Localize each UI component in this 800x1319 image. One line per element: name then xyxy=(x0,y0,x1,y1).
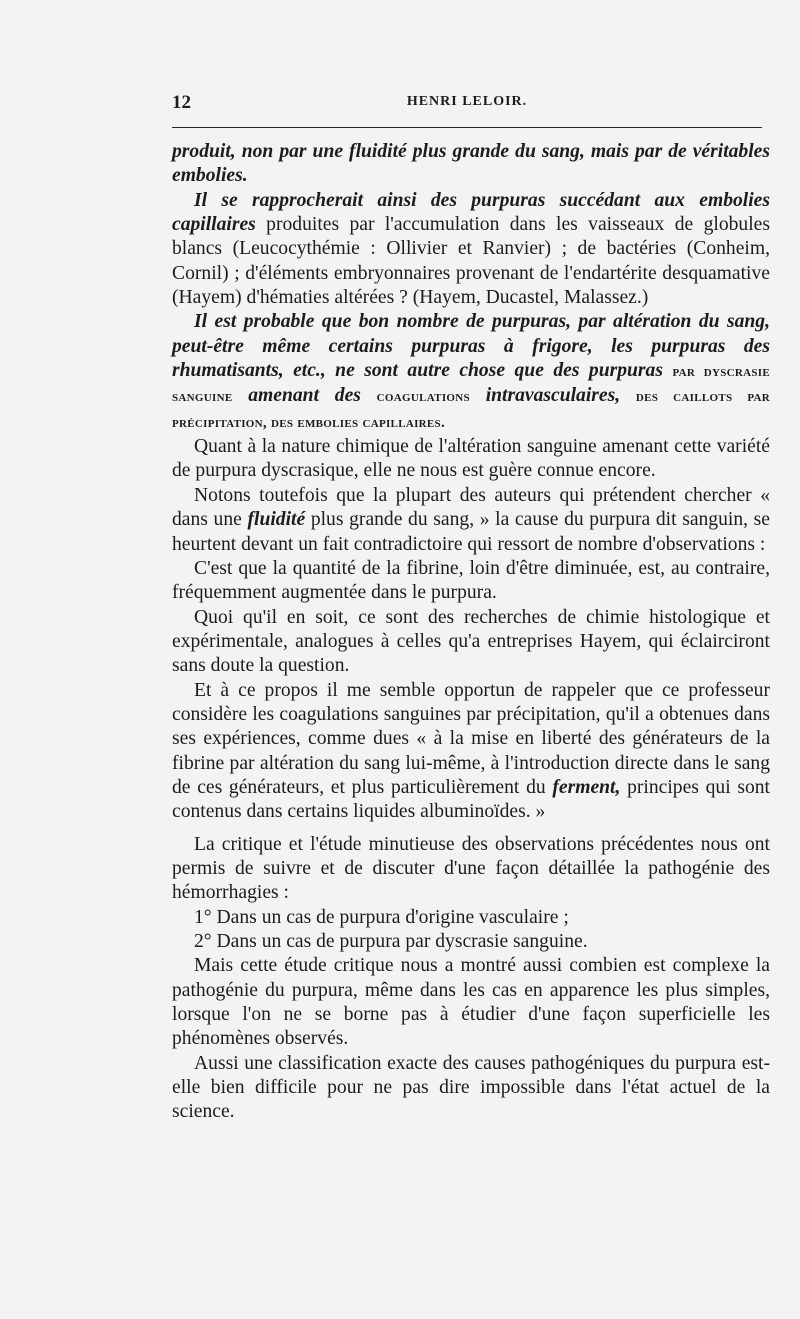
page-header xyxy=(172,92,762,114)
paragraph: Mais cette étude critique nous a montré aussi combien est complexe la pathogénie du purpura, même dans les cas en apparence les plus simples, lorsque l'on ne se borne pas à étudier d'une façon superficielle les phénomènes observés. xyxy=(172,955,770,1050)
paragraph: C'est que la quantité de la fibrine, loin d'être diminuée, est, au contraire, fréquemment augmentée dans le purpura. xyxy=(172,557,770,604)
header-rule xyxy=(172,127,762,128)
italic-text: fluidité xyxy=(247,509,306,531)
page-number: 12 xyxy=(172,92,191,113)
paragraph-text: plus grande du sang, » la cause du purpura dit sanguin, se heurtent devant un fait contradictoire qui ressort de nombre d'observations : xyxy=(172,509,770,555)
italic-text: produit, non par une fluidité plus grande du sang, mais par de véritables embolies. xyxy=(172,141,770,187)
body-text xyxy=(172,140,770,1125)
small-caps-text: coagulations xyxy=(376,389,470,406)
paragraph-text: Et à ce propos il me semble opportun de rappeler que ce professeur considère les coagulations sanguines par précipitation, qu'il a obtenues dans ses expériences, comme dues « à la mise en liberté des générateurs de la fibrine par altération du sang lui-même, à l'introduction directe dans le sang de ces générateurs, et plus particulièrement du xyxy=(172,679,770,798)
italic-text: amenant des xyxy=(232,385,377,407)
paragraph xyxy=(172,679,770,825)
italic-text: intravasculaires, xyxy=(469,385,636,407)
running-head: HENRI LELOIR. xyxy=(406,94,528,109)
paragraph: La critique et l'étude minutieuse des observations précédentes nous ont permis de suivre et de discuter d'une façon détaillée la pathogénie des hémorrhagies : xyxy=(172,833,770,904)
paragraph: Quoi qu'il en soit, ce sont des recherches de chimie histologique et expérimentale, analogues à celles qu'a entreprises Hayem, qui éclairciront sans doute la question. xyxy=(172,606,770,677)
list-item: 2° Dans un cas de purpura par dyscrasie sanguine. xyxy=(194,931,588,952)
paragraph-text: produites par l'accumulation dans les vaisseaux de globules blancs (Leucocythémie : Ollivier et Ranvier) ; de bactéries (Conheim, Cornil) ; d'éléments embryonnaires provenant de l'endartérite desquamative (Hayem) d'hématies altérées ? (Hayem, Ducastel, Malassez.) xyxy=(172,214,770,309)
paragraph: Quant à la nature chimique de l'altération sanguine amenant cette variété de purpura dyscrasique, elle ne nous est guère connue encore. xyxy=(172,436,770,482)
paragraph-text: Notons toutefois que la plupart des auteurs qui prétendent chercher « dans une xyxy=(172,484,770,531)
paragraph xyxy=(172,310,770,435)
paragraph xyxy=(172,140,770,189)
italic-text: Il est probable que bon nombre de purpuras, par altération du sang, peut-être même certains purpuras à frigore, les purpuras des rhumatisants, etc., ne sont autre chose que des purpuras xyxy=(172,311,770,382)
italic-text: ferment, xyxy=(552,776,621,798)
paragraph: Aussi une classification exacte des causes pathogéniques du purpura est-elle bien difficile pour ne pas dire impossible dans l'état actuel de la science. xyxy=(172,1052,770,1123)
small-caps-text: des caillots par précipitation, des embolies capillaires. xyxy=(172,389,771,431)
small-caps-text: par dyscrasie sanguine xyxy=(172,364,771,406)
list-item: 1° Dans un cas de purpura d'origine vasculaire ; xyxy=(194,906,569,928)
paragraph-text: principes qui sont contenus dans certains liquides albuminoïdes. » xyxy=(172,776,770,823)
paragraph xyxy=(172,189,770,311)
paragraph xyxy=(172,484,770,557)
italic-text: Il se rapprocherait ainsi des purpuras succédant aux embolies capillaires xyxy=(172,189,770,236)
